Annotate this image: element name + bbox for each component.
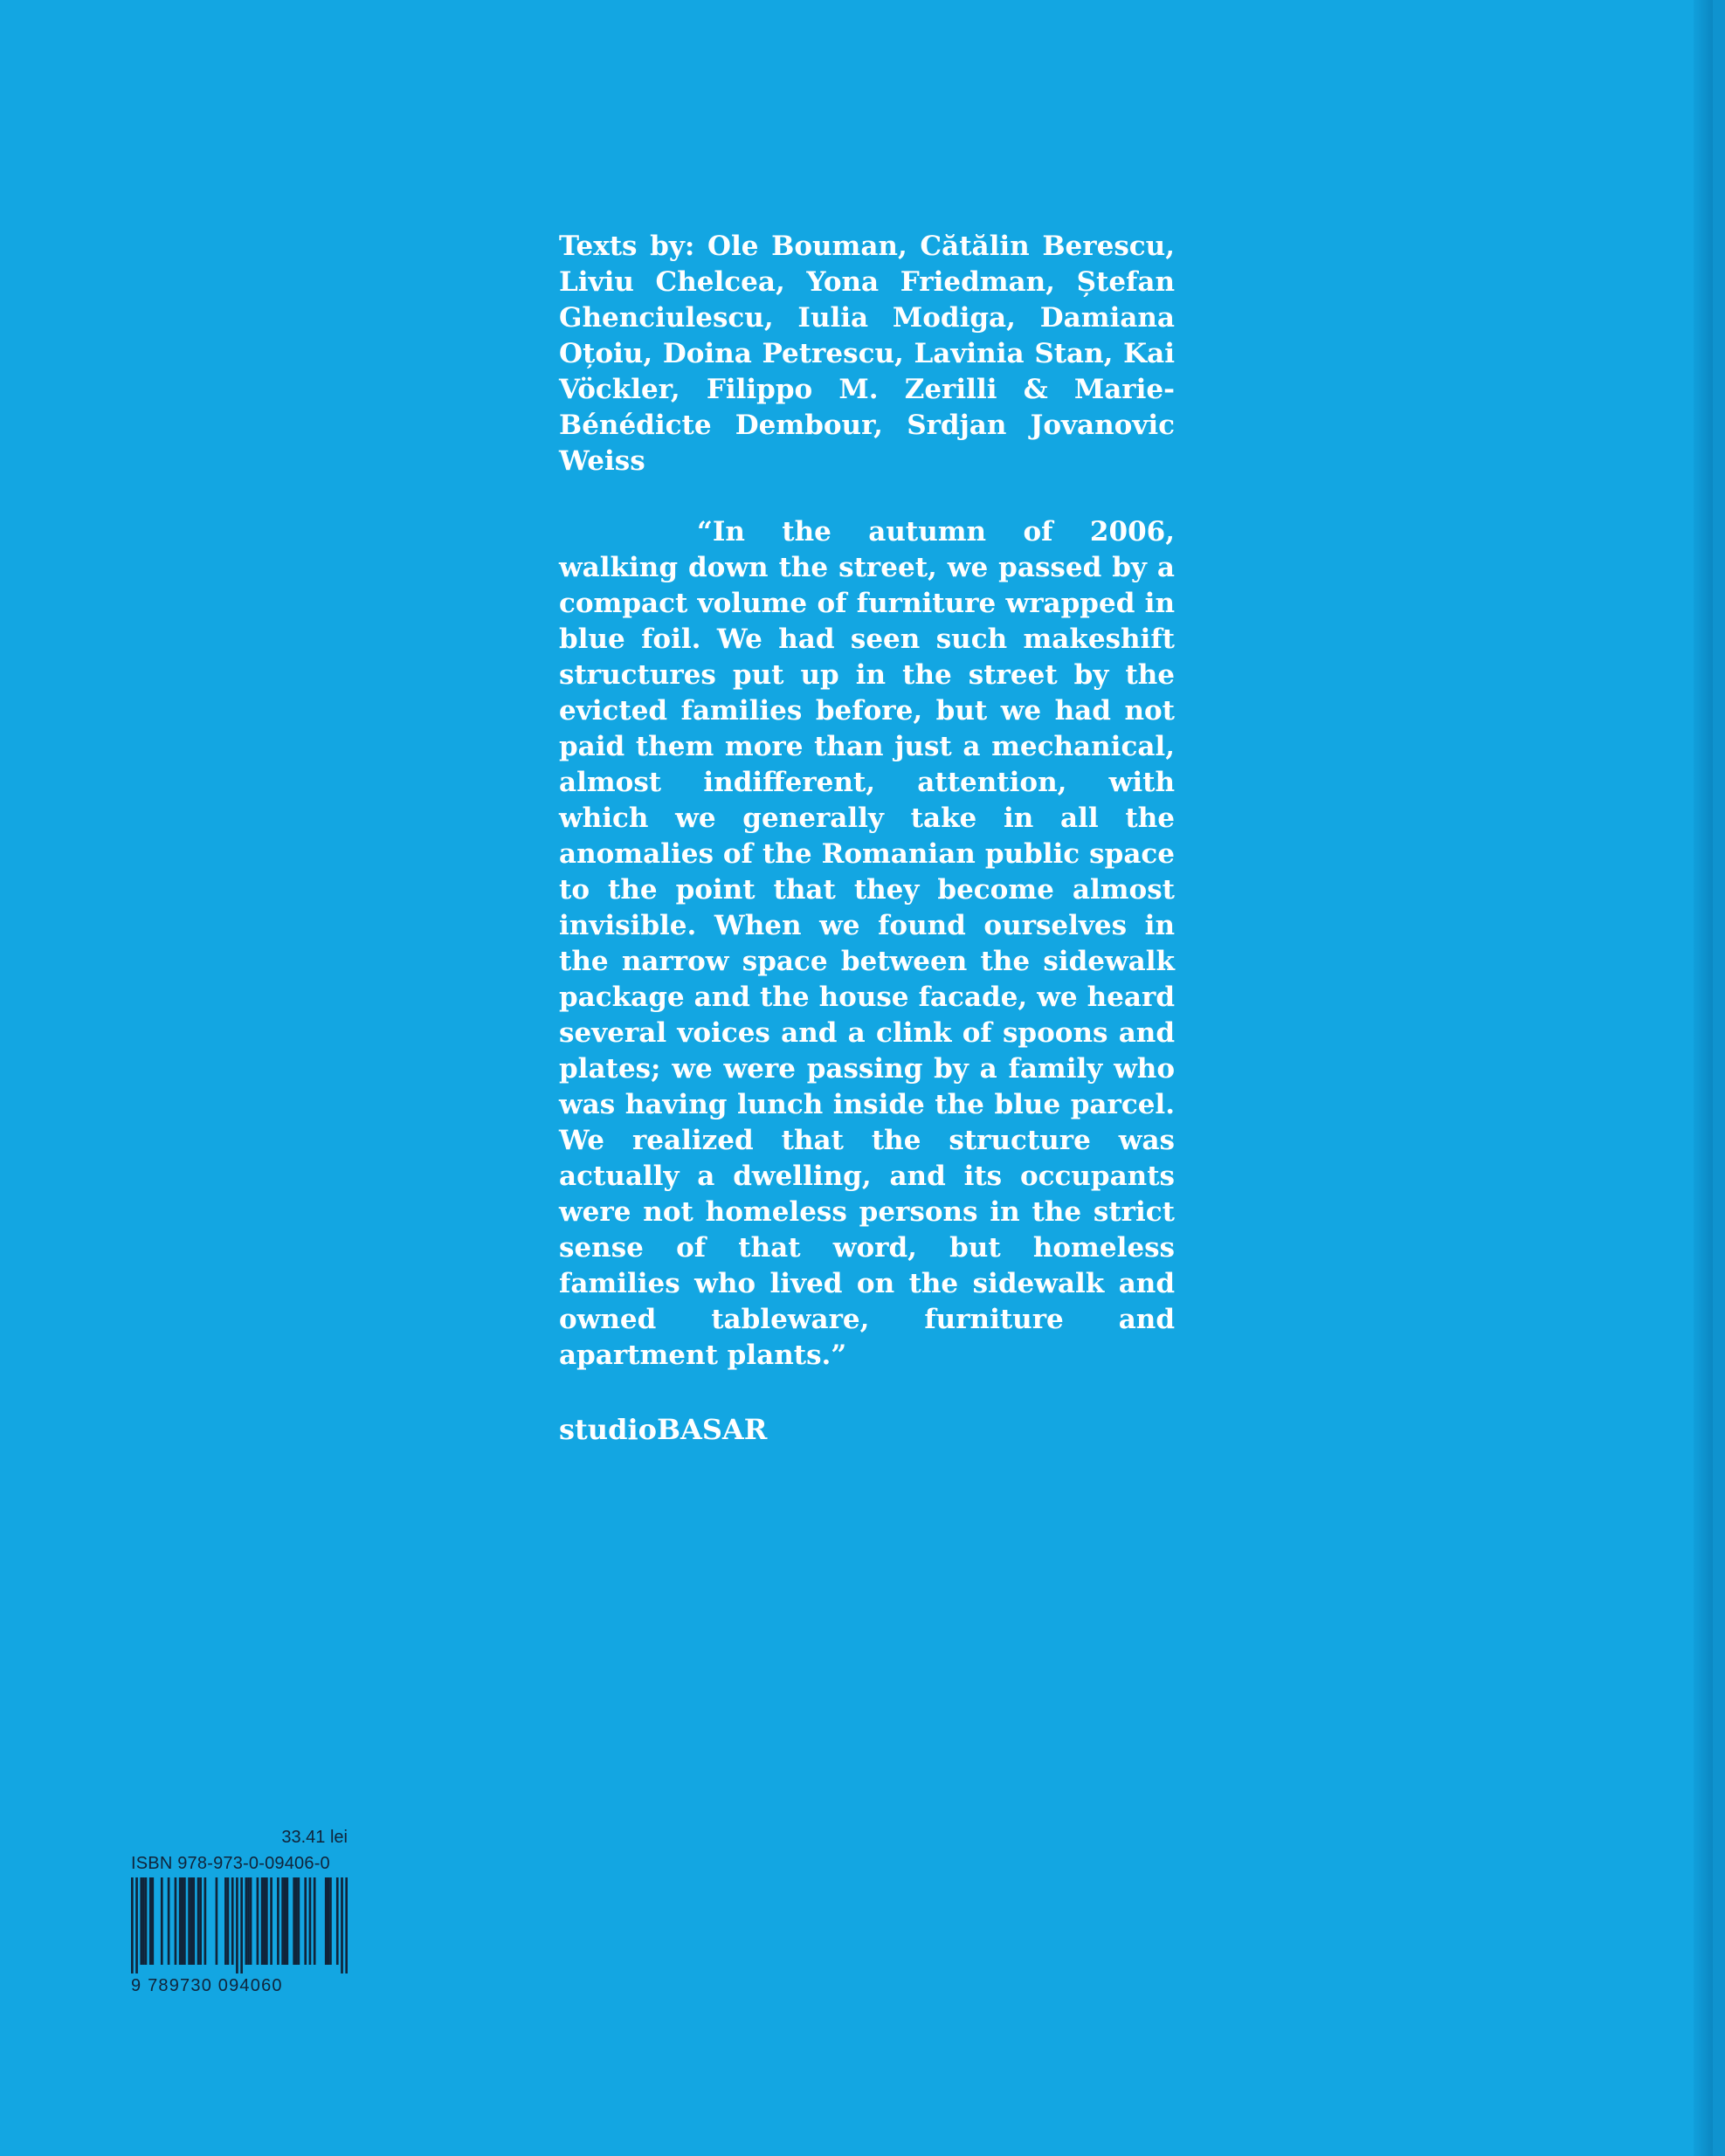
- barcode-bar: [175, 1877, 177, 1965]
- barcode-bar: [190, 1877, 193, 1965]
- price-label: 33.41 lei: [281, 1828, 348, 1847]
- barcode-bar: [183, 1877, 186, 1965]
- cover-spine-edge: [1694, 0, 1713, 2156]
- barcode-bar: [286, 1877, 289, 1965]
- barcode-bar: [250, 1877, 252, 1965]
- barcode-bar: [293, 1877, 295, 1965]
- barcode-bar: [247, 1877, 250, 1965]
- barcode-bar: [240, 1877, 243, 1973]
- barcode-bar: [224, 1877, 227, 1965]
- barcode-bar: [277, 1877, 279, 1965]
- barcode-bar: [151, 1877, 154, 1965]
- barcode-bar: [142, 1877, 145, 1965]
- barcode-bar: [181, 1877, 183, 1965]
- barcode-bar: [197, 1877, 200, 1965]
- barcode-bar: [245, 1877, 248, 1965]
- barcode-bar: [314, 1877, 316, 1965]
- barcode-bar: [227, 1877, 230, 1965]
- barcode-bar: [161, 1877, 163, 1965]
- barcode-bar: [336, 1877, 339, 1965]
- barcode-bar: [216, 1877, 218, 1965]
- barcode-block: [131, 1827, 348, 1996]
- barcode-bar: [266, 1877, 268, 1965]
- barcode-bar: [168, 1877, 170, 1965]
- barcode-bar: [304, 1877, 307, 1965]
- barcode-bar: [188, 1877, 190, 1965]
- barcode-bar: [281, 1877, 284, 1965]
- barcode-bar: [284, 1877, 286, 1965]
- barcode-bar: [131, 1877, 134, 1973]
- barcode-bar: [295, 1877, 298, 1965]
- barcode-bar: [270, 1877, 273, 1965]
- signature: studioBASAR: [559, 1413, 768, 1446]
- barcode-bar: [325, 1877, 328, 1965]
- barcode-bar: [263, 1877, 266, 1965]
- barcode-bar: [341, 1877, 343, 1973]
- barcode-bar: [192, 1877, 195, 1965]
- blurb-column: [559, 229, 1175, 1448]
- barcode-bar: [257, 1877, 259, 1965]
- barcode-bar: [140, 1877, 142, 1965]
- authors-list: Texts by: Ole Bouman, Cătălin Berescu, Liviu Chelcea, Yona Friedman, Ștefan Ghenciulescu, Iulia Modiga, Damiana Oțoiu, Doina Petrescu, Lavinia Stan, Kai Vöckler, Filippo M. Zerilli & Marie-Bénédicte Dembour, Srdjan Jovanovic Weiss: [559, 231, 1175, 477]
- barcode-bar: [261, 1877, 264, 1965]
- barcode-digits: 9 789730 094060: [131, 1976, 283, 1995]
- isbn-label: ISBN 978-973-0-09406-0: [131, 1854, 330, 1873]
- barcode-bar: [345, 1877, 348, 1973]
- barcode-bar: [298, 1877, 300, 1965]
- barcode-bar: [149, 1877, 152, 1965]
- barcode-bar: [199, 1877, 202, 1965]
- barcode-bar: [329, 1877, 332, 1965]
- barcode-bar: [145, 1877, 148, 1965]
- barcode-bar: [309, 1877, 312, 1965]
- barcode-image: [131, 1877, 348, 1973]
- barcode-bar: [204, 1877, 207, 1965]
- barcode-bar: [236, 1877, 238, 1973]
- barcode-bar: [328, 1877, 330, 1965]
- quote-text: “In the autumn of 2006, walking down the street, we passed by a compact volume of furniture wrapped in blue foil. We had seen such makeshift structures put up in the street by the evicted families before, but we had not paid them more than just a mechanical, almost indifferent, attention, with which we generally take in all the anomalies of the Romanian public space to the point that they become almost invisible. When we found ourselves in the narrow space between the sidewalk package and the house facade, we heard several voices and a clink of spoons and plates; we were passing by a family who was having lunch inside the blue parcel. We realized that the structure was actually a dwelling, and its occupants were not homeless persons in the strict sense of that word, but homeless families who lived on the sidewalk and owned tableware, furniture and apartment plants.”: [559, 516, 1175, 1371]
- barcode-bar: [135, 1877, 138, 1973]
- barcode-bar: [179, 1877, 182, 1965]
- barcode-bar: [231, 1877, 234, 1965]
